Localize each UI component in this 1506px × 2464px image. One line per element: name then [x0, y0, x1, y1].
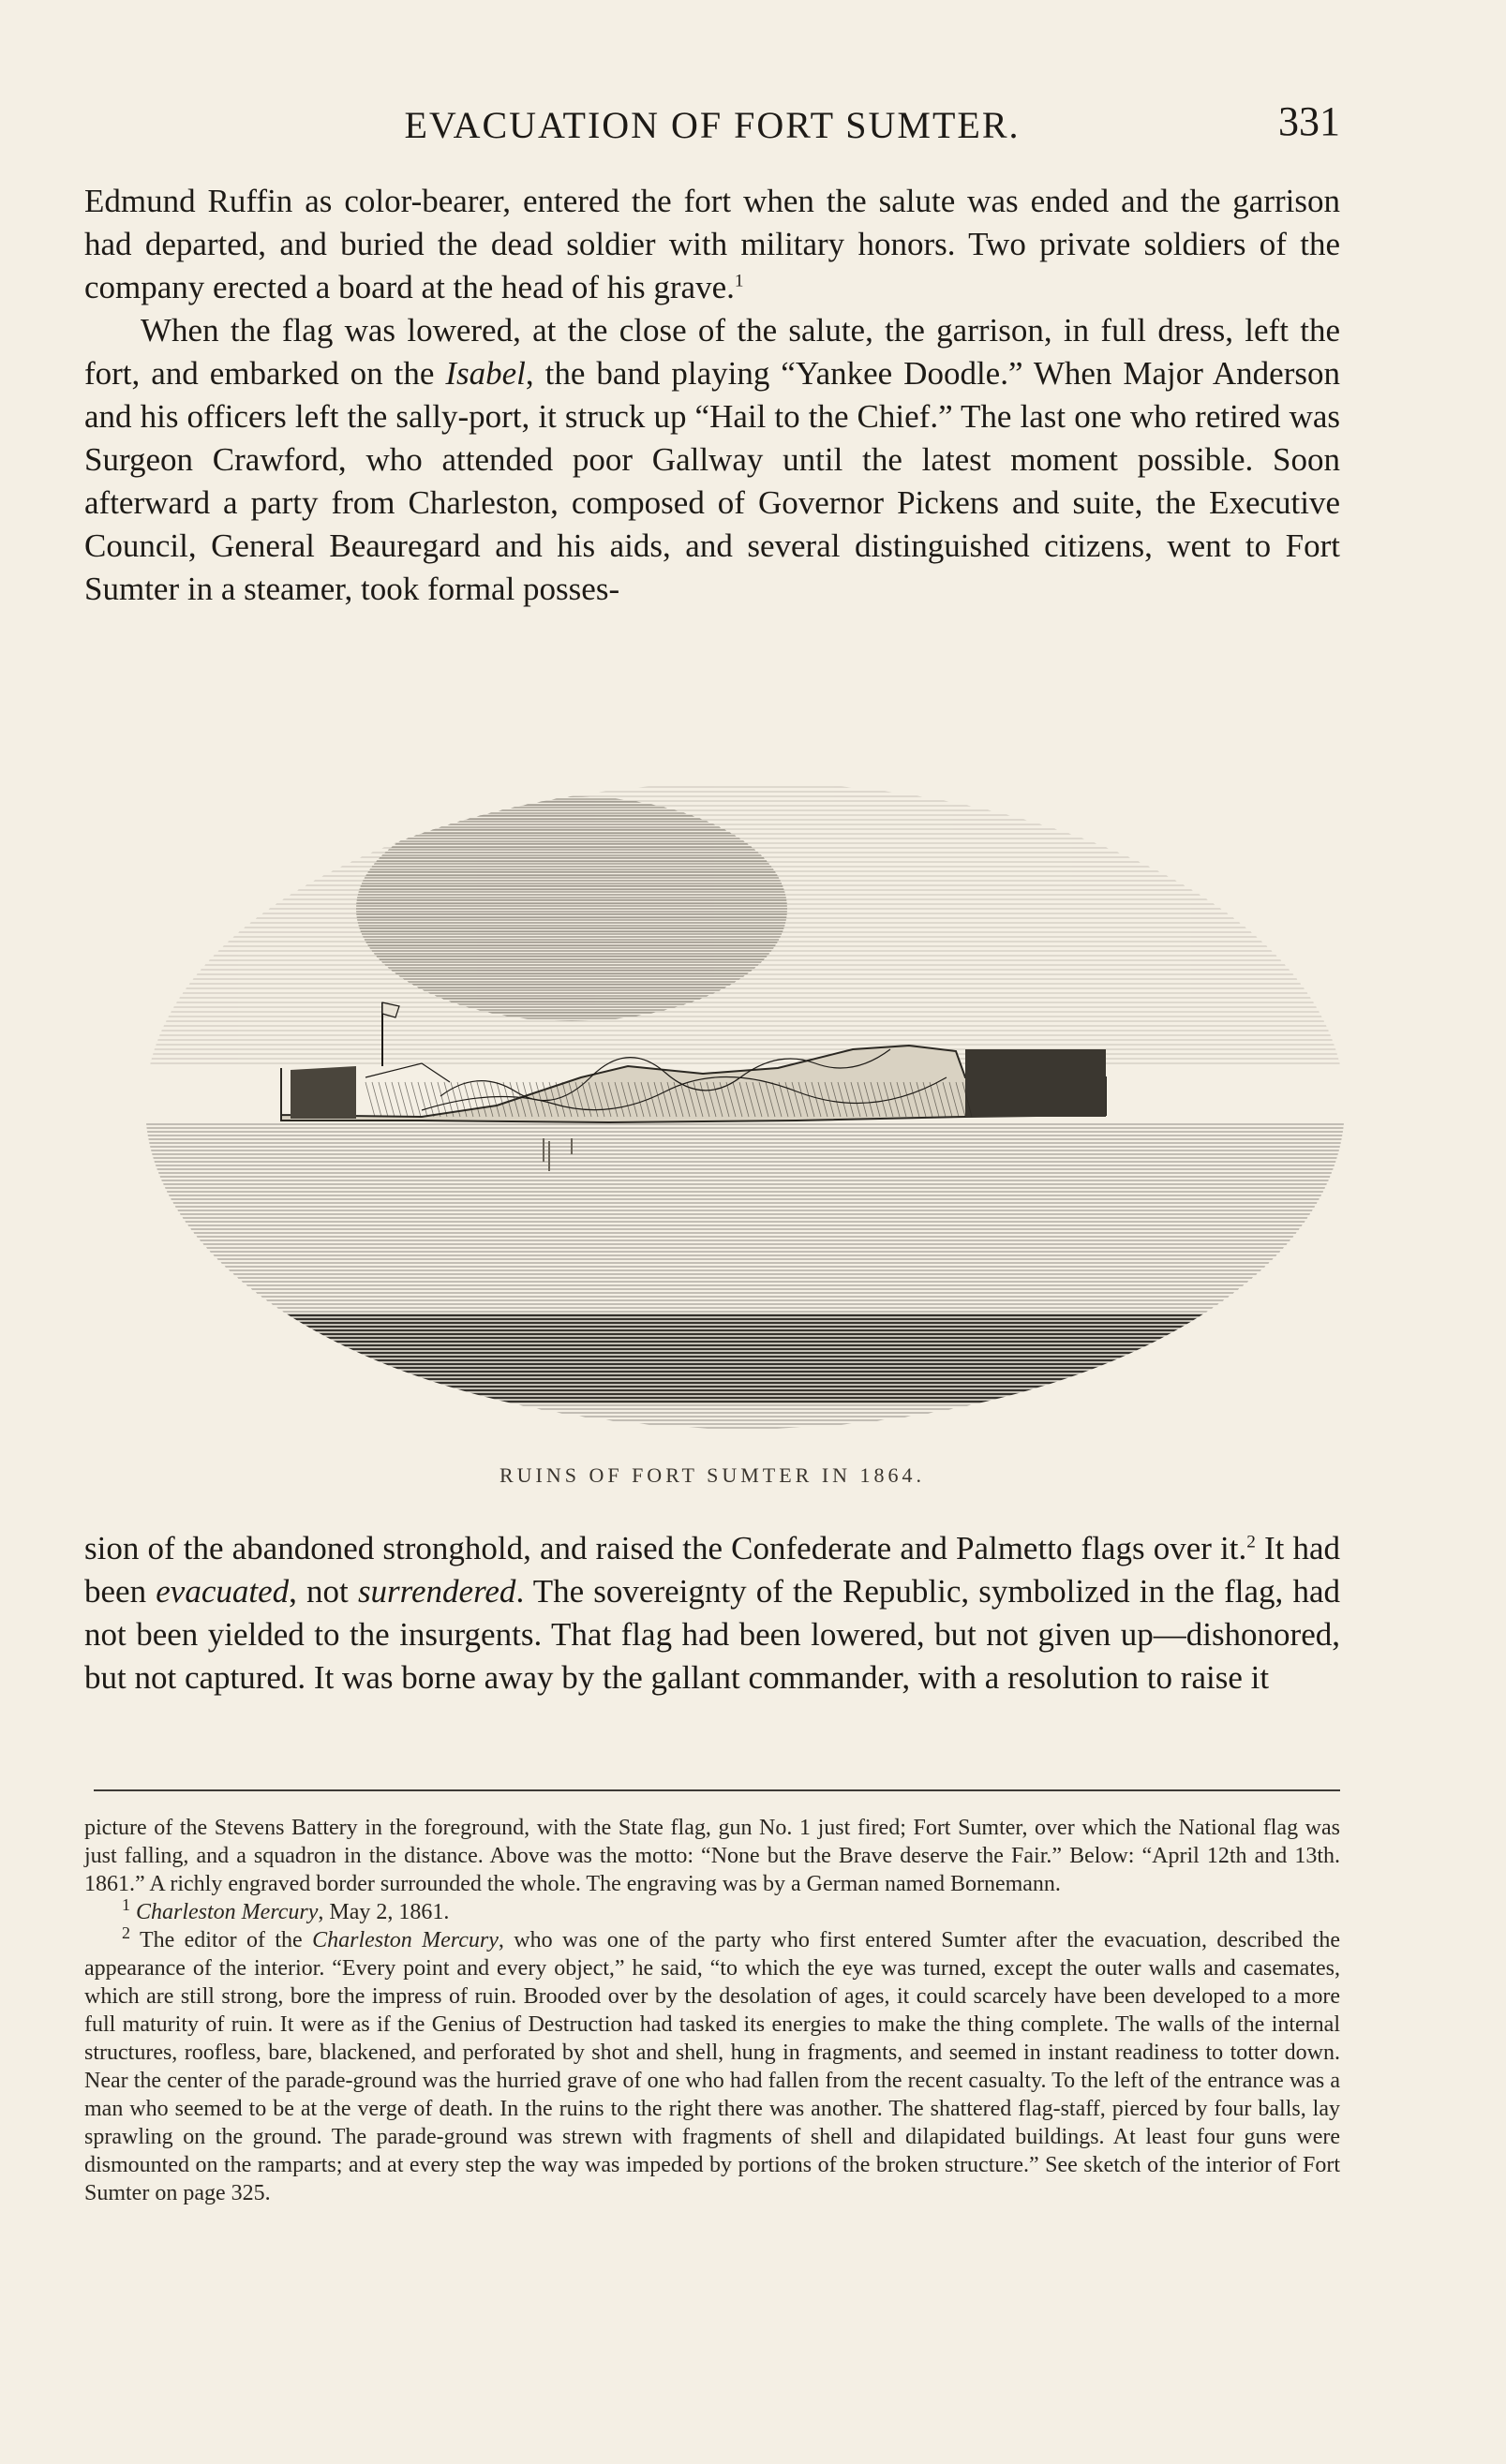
source-title: Charleston Mercury — [312, 1928, 499, 1952]
text-run: When the flag was lowered, at the close of the salute, the garrison, in full dress, left the fort, and embarked on the — [84, 312, 1340, 392]
text-run: The editor of the — [139, 1928, 313, 1952]
text-run: . The sovereignty of the Republic, symbolized in the flag, had not been yielded to the insurgents. That flag had been lowered, but not given up—dishonored, but not captured. It was borne away by the gallant commander, with a resolution to raise it — [84, 1573, 1340, 1696]
text-run: , not — [289, 1573, 358, 1610]
text-run: , May 2, 1861. — [318, 1900, 450, 1924]
text-run: sion of the abandoned stronghold, and raised the Confederate and Palmetto flags over it. — [84, 1530, 1247, 1566]
body-text-bottom — [84, 1527, 1340, 1700]
page-header — [84, 86, 1340, 152]
text-run: , the band playing “Yankee Doodle.” When Major Anderson and his officers left the sally-port, it struck up “Hail to the Chief.” The last one who retired was Surgeon Crawford, who attended poor Gallway until the latest moment possible. Soon afterward a party from Charleston, composed of Governor Pickens and suite, the Executive Council, General Beauregard and his aids, and several distinguished citizens, went to Fort Sumter in a steamer, took formal posses- — [84, 355, 1340, 607]
text-run: It had been — [84, 1530, 1341, 1610]
source-title: Charleston Mercury — [136, 1900, 319, 1924]
emphasis: surrendered — [357, 1573, 516, 1610]
illustration-caption: RUINS OF FORT SUMTER IN 1864. — [499, 1463, 926, 1487]
paragraph — [84, 180, 1340, 309]
ship-name: Isabel — [445, 355, 526, 392]
body-text-top — [84, 180, 1340, 611]
text-run: Edmund Ruffin as color-bearer, entered the fort when the salute was ended and the garrison had departed, and buried the dead soldier with military honors. Two private soldiers of the company erected a board at the head of his grave. — [84, 183, 1340, 305]
footnote-mark: 2 — [122, 1923, 130, 1942]
footnote-mark: 1 — [122, 1895, 130, 1914]
footnote-2 — [84, 1923, 1340, 2207]
footnote-ref: 1 — [734, 271, 744, 291]
footnote-1 — [84, 1895, 1340, 1926]
footnote-rule — [94, 1789, 1340, 1791]
footnotes — [84, 1814, 1340, 2207]
emphasis: evacuated — [156, 1573, 290, 1610]
paragraph — [84, 1527, 1340, 1700]
footnote-continued: picture of the Stevens Battery in the foreground, with the State flag, gun No. 1 just fired; Fort Sumter, over which the National flag was just falling, and a squadron in the distance. Above was the motto: “None but the Brave deserve the Fair.” Below: “April 12th and 13th. 1861.” A richly engraved border surrounded the whole. The engraving was by a German named Bornemann. — [84, 1816, 1340, 1896]
page-number: 331 — [1278, 98, 1340, 144]
footnote-ref: 2 — [1246, 1532, 1256, 1552]
text-run: , who was one of the party who first entered Sumter after the evacuation, described the appearance of the interior. “Every point and every object,” he said, “to which the eye was turned, except the outer walls and casemates, which are still strong, bore the impress of ruin. Brooded over by the desolation of ages, it could scarcely have been developed to a more full maturity of ruin. It were as if the Genius of Destruction had tasked its energies to make the thing complete. The walls of the internal structures, roofless, bare, blackened, and perforated by shot and shell, hung in fragments, and seemed in instant readiness to totter down. Near the center of the parade-ground was the hurried grave of one who had fallen from the recent casualty. To the left of the entrance was a man who seemed to be at the verge of death. In the ruins to the right there was another. The shattered flag-staff, pierced by four balls, lay sprawling on the ground. The parade-ground was strewn with fragments of shell and dilapidated buildings. At least four guns were dismounted on the ramparts; and at every step the way was impeded by portions of the broken structure.” See sketch of the interior of Fort Sumter on page 325. — [84, 1928, 1340, 2205]
paragraph — [84, 309, 1340, 611]
fort-sumter-engraving — [141, 768, 1349, 1443]
running-head: EVACUATION OF FORT SUMTER. — [404, 104, 1021, 146]
